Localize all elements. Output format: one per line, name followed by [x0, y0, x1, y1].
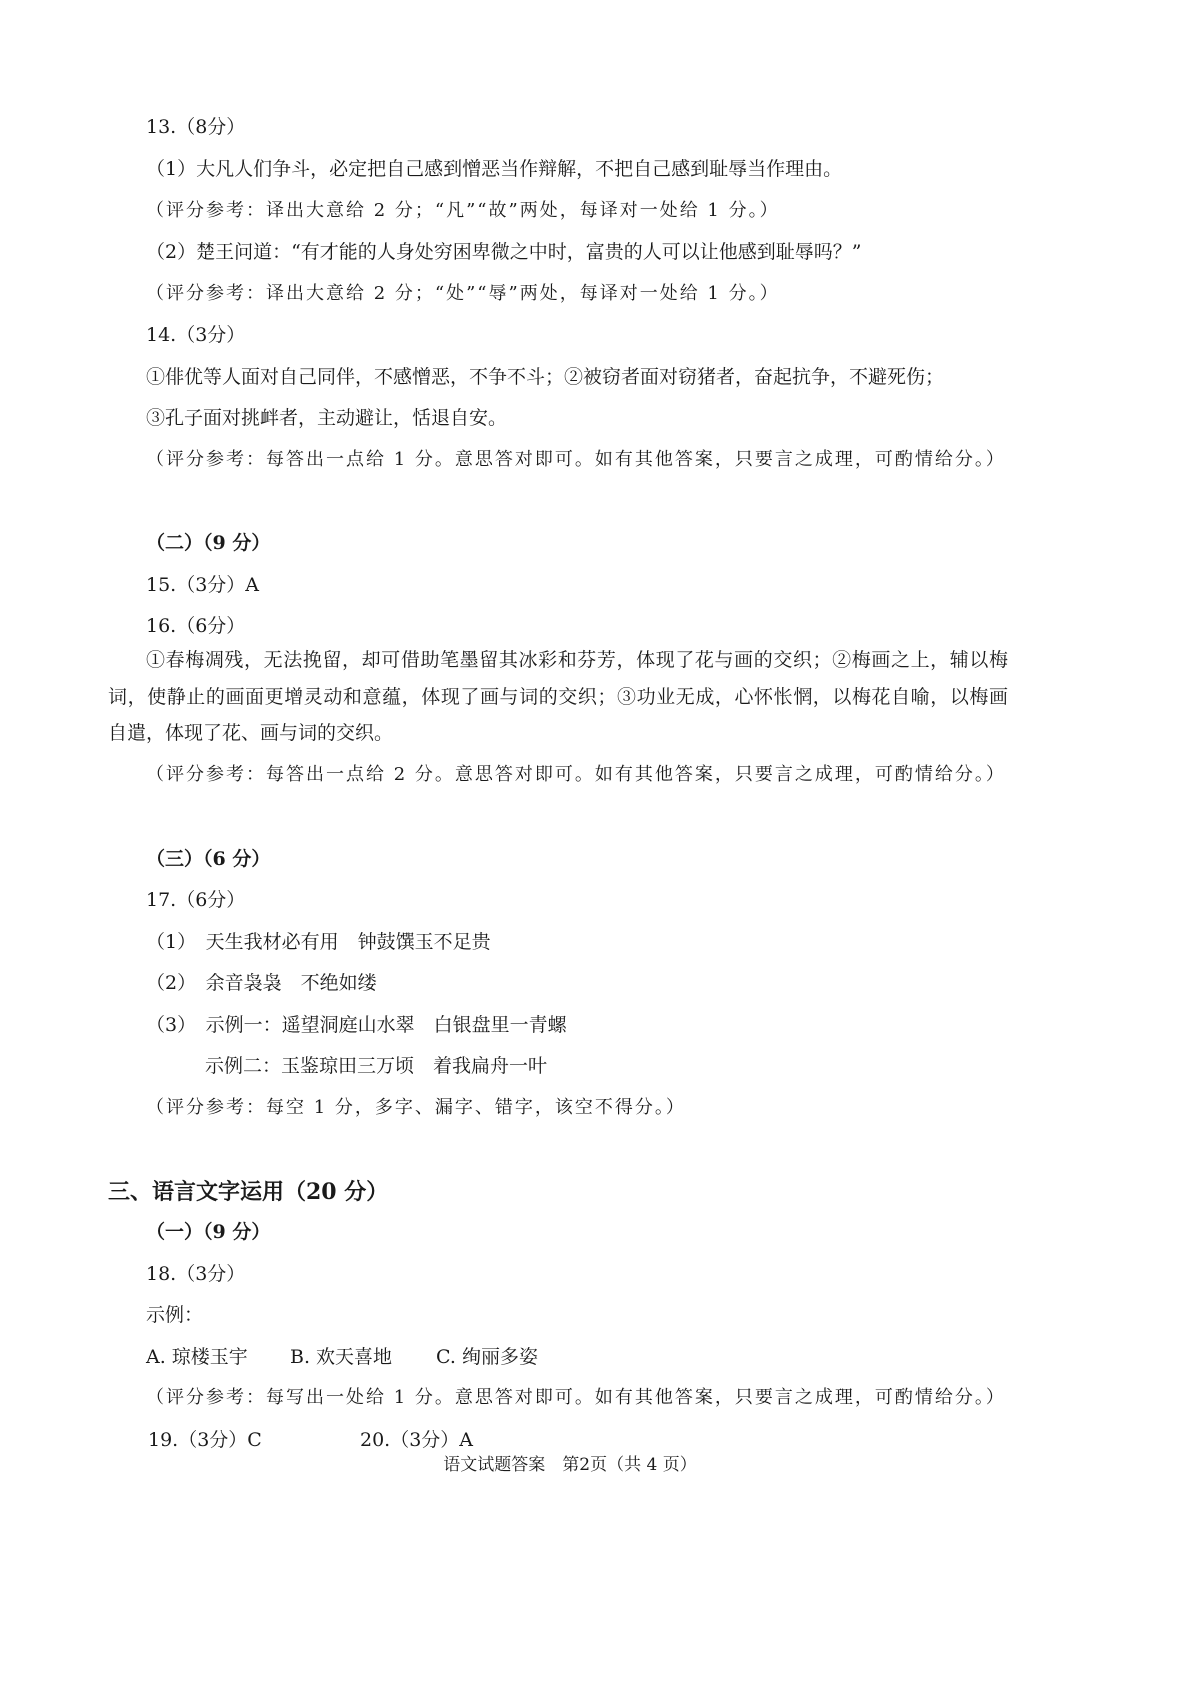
q14-heading: 14.（3分） [146, 324, 246, 346]
q13-answer-2: （2）楚王问道：“有才能的人身处穷困卑微之中时，富贵的人可以让他感到耻辱吗？” [146, 241, 862, 263]
q16-answer-line-1: ①春梅凋残，无法挽留，却可借助笔墨留其冰彩和芬芳，体现了花与画的交织；②梅画之上，辅以梅 [146, 649, 1008, 671]
q17-answer-3-example-2: 示例二：玉鉴琼田三万顷 着我扁舟一叶 [205, 1055, 548, 1077]
part-3-heading: 三、语言文字运用（20 分） [108, 1179, 389, 1205]
q14-answer-line-2: ③孔子面对挑衅者，主动避让，恬退自安。 [146, 407, 508, 429]
q17-heading: 17.（6分） [146, 889, 246, 911]
q18-answer-c: C. 绚丽多姿 [436, 1346, 538, 1368]
q13-scoring-note-2: （评分参考：译出大意给 2 分；“处”“辱”两处，每译对一处给 1 分。） [146, 283, 780, 304]
q16-heading: 16.（6分） [146, 615, 246, 637]
q14-scoring-note: （评分参考：每答出一点给 1 分。意思答对即可。如有其他答案，只要言之成理，可酌情给分。） [146, 449, 1006, 470]
q17-answer-2: （2） 余音袅袅 不绝如缕 [146, 972, 377, 994]
page-footer: 语文试题答案 第2页（共 4 页） [443, 1455, 697, 1475]
q17-scoring-note: （评分参考：每空 1 分，多字、漏字、错字，该空不得分。） [146, 1097, 686, 1118]
q20-answer: 20.（3分）A [360, 1429, 474, 1451]
q18-answer-b: B. 欢天喜地 [290, 1346, 393, 1368]
q18-example-label: 示例： [146, 1304, 204, 1326]
q16-answer-line-3: 自遣，体现了花、画与词的交织。 [108, 722, 394, 744]
q19-answer: 19.（3分）C [148, 1429, 262, 1451]
section-3-heading: （三）（6 分） [146, 848, 271, 870]
section-2-heading: （二）（9 分） [146, 532, 271, 554]
q15-answer: 15.（3分）A [146, 574, 260, 596]
q14-answer-line-1: ①俳优等人面对自己同伴，不感憎恶，不争不斗；②被窃者面对窃猪者，奋起抗争，不避死伤； [146, 366, 945, 388]
q13-scoring-note-1: （评分参考：译出大意给 2 分；“凡”“故”两处，每译对一处给 1 分。） [146, 200, 780, 221]
q16-scoring-note: （评分参考：每答出一点给 2 分。意思答对即可。如有其他答案，只要言之成理，可酌情给分。） [146, 764, 1006, 785]
q18-scoring-note: （评分参考：每写出一处给 1 分。意思答对即可。如有其他答案，只要言之成理，可酌情给分。） [146, 1387, 1006, 1408]
q17-answer-1: （1） 天生我材必有用 钟鼓馔玉不足贵 [146, 931, 491, 953]
section-1-heading: （一）（9 分） [146, 1221, 271, 1243]
q13-heading: 13.（8分） [146, 116, 246, 138]
q16-answer-line-2: 词，使静止的画面更增灵动和意蕴，体现了画与词的交织；③功业无成，心怀怅惘，以梅花自喻，以梅画 [108, 686, 1008, 708]
q13-answer-1: （1）大凡人们争斗，必定把自己感到憎恶当作辩解，不把自己感到耻辱当作理由。 [146, 158, 843, 180]
q18-heading: 18.（3分） [146, 1263, 246, 1285]
q18-answer-a: A. 琼楼玉宇 [146, 1346, 248, 1368]
q17-answer-3: （3） 示例一：遥望洞庭山水翠 白银盘里一青螺 [146, 1014, 567, 1036]
